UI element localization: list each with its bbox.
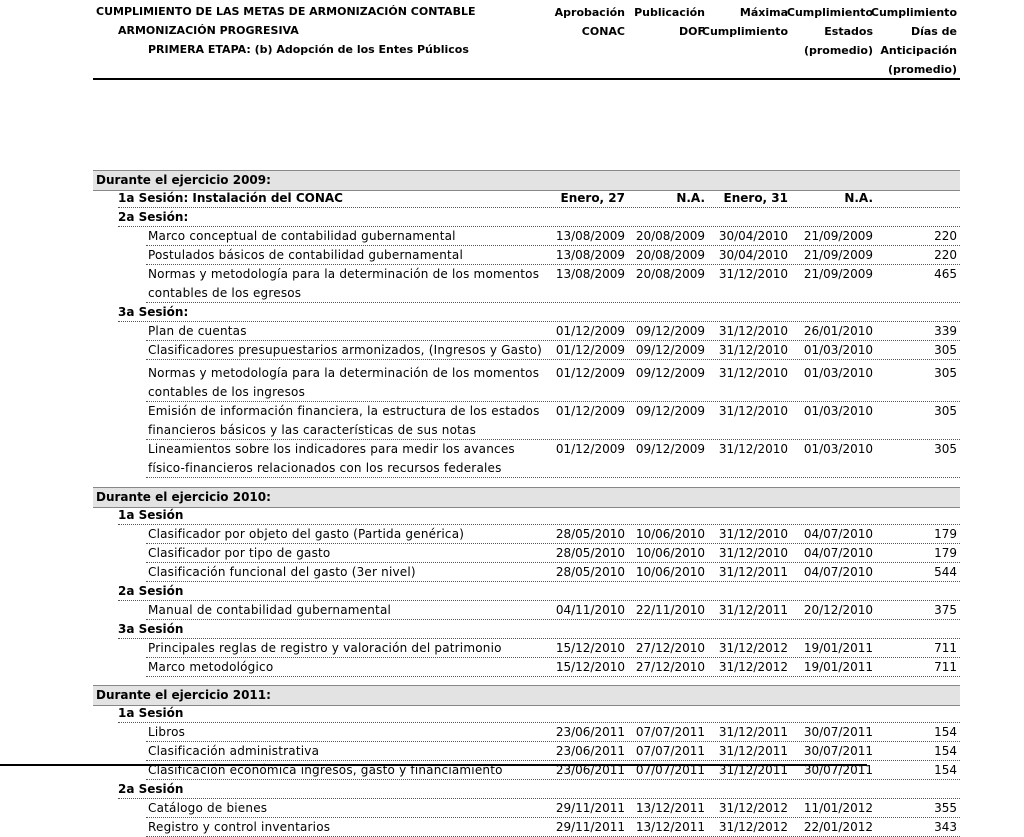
publication-date-cell: 13/12/2011: [635, 820, 705, 834]
section-row: [93, 487, 960, 508]
days-ahead-cell: 305: [934, 366, 957, 380]
approval-date-cell: 01/12/2009: [555, 442, 625, 456]
publication-date-cell: 20/08/2009: [635, 229, 705, 243]
table-row: [93, 525, 960, 544]
state-compliance-cell: 26/01/2010: [803, 324, 873, 338]
state-compliance-cell: 19/01/2011: [803, 660, 873, 674]
approval-date-cell: 01/12/2009: [555, 366, 625, 380]
days-ahead-cell: 305: [934, 343, 957, 357]
item-label: Libros: [148, 725, 186, 739]
session-row: [93, 303, 960, 322]
table-row: [93, 341, 960, 360]
publication-date-cell: 10/06/2010: [635, 565, 705, 579]
publication-date-cell: 10/06/2010: [635, 527, 705, 541]
approval-date-cell: 23/06/2011: [555, 725, 625, 739]
days-ahead-cell: 339: [934, 324, 957, 338]
col-header-state-compliance: [787, 3, 873, 60]
session-row: [93, 208, 960, 227]
approval-date-cell: 01/12/2009: [555, 324, 625, 338]
table-title: CUMPLIMIENTO DE LAS METAS DE ARMONIZACIÓN CONTABLE: [96, 5, 476, 18]
session-label: 1a Sesión: [118, 508, 184, 522]
max-compliance-cell: 31/12/2010: [718, 404, 788, 418]
session-row: [93, 189, 960, 208]
approval-date-cell: 29/11/2011: [555, 801, 625, 815]
publication-date-cell: 27/12/2010: [635, 660, 705, 674]
item-label: Postulados básicos de contabilidad gubernamental: [148, 248, 464, 262]
approval-date-cell: 15/12/2010: [555, 641, 625, 655]
table-row: [93, 799, 960, 818]
publication-date-cell: 10/06/2010: [635, 546, 705, 560]
publication-date-cell: 07/07/2011: [635, 763, 705, 777]
table-row: [93, 723, 960, 742]
session-row: [93, 582, 960, 601]
approval-date-cell: 28/05/2010: [555, 546, 625, 560]
item-label: Clasificador por objeto del gasto (Partida genérica): [148, 527, 465, 541]
state-compliance-cell: 20/12/2010: [803, 603, 873, 617]
publication-date-cell: 20/08/2009: [635, 248, 705, 262]
publication-date-cell: 20/08/2009: [635, 267, 705, 281]
approval-date-cell: 13/08/2009: [555, 248, 625, 262]
approval-date-cell: 13/08/2009: [555, 267, 625, 281]
days-ahead-cell: 220: [934, 248, 957, 262]
days-ahead-cell: 711: [934, 641, 957, 655]
item-label: Clasificador por tipo de gasto: [148, 546, 331, 560]
days-ahead-cell: 355: [934, 801, 957, 815]
approval-date-cell: 01/12/2009: [555, 404, 625, 418]
days-ahead-cell: 343: [934, 820, 957, 834]
state-compliance-cell: N.A.: [844, 191, 873, 205]
bottom-rule: [0, 764, 867, 766]
state-compliance-cell: 19/01/2011: [803, 641, 873, 655]
item-label: Catálogo de bienes: [148, 801, 268, 815]
state-compliance-cell: 30/07/2011: [803, 744, 873, 758]
max-compliance-cell: 31/12/2010: [718, 267, 788, 281]
session-label: 2a Sesión:: [118, 210, 189, 224]
col-header-line: Publicación: [634, 6, 705, 19]
days-ahead-cell: 375: [934, 603, 957, 617]
table-row: [93, 563, 960, 582]
days-ahead-cell: 179: [934, 546, 957, 560]
max-compliance-cell: 30/04/2010: [718, 248, 788, 262]
item-label: Clasificación administrativa: [148, 744, 320, 758]
state-compliance-cell: 04/07/2010: [803, 546, 873, 560]
publication-date-cell: N.A.: [676, 191, 705, 205]
state-compliance-cell: 04/07/2010: [803, 527, 873, 541]
publication-date-cell: 09/12/2009: [635, 366, 705, 380]
days-ahead-cell: 154: [934, 725, 957, 739]
days-ahead-cell: 305: [934, 404, 957, 418]
state-compliance-cell: 04/07/2010: [803, 565, 873, 579]
col-header-line: Cumplimiento: [701, 25, 788, 38]
state-compliance-cell: 30/07/2011: [803, 763, 873, 777]
days-ahead-cell: 154: [934, 763, 957, 777]
approval-date-cell: Enero, 27: [560, 191, 625, 205]
publication-date-cell: 07/07/2011: [635, 725, 705, 739]
publication-date-cell: 07/07/2011: [635, 744, 705, 758]
col-header-line: Anticipación: [880, 44, 957, 57]
max-compliance-cell: Enero, 31: [723, 191, 788, 205]
table-row: [93, 322, 960, 341]
col-header-line: Estados: [824, 25, 873, 38]
col-header-days-ahead: [871, 3, 957, 79]
table-row: [93, 402, 960, 440]
table-row: [93, 246, 960, 265]
max-compliance-cell: 31/12/2011: [718, 603, 788, 617]
approval-date-cell: 15/12/2010: [555, 660, 625, 674]
state-compliance-cell: 11/01/2012: [803, 801, 873, 815]
session-label: 1a Sesión: [118, 706, 184, 720]
approval-date-cell: 01/12/2009: [555, 343, 625, 357]
col-header-line: CONAC: [581, 25, 625, 38]
max-compliance-cell: 31/12/2011: [718, 763, 788, 777]
days-ahead-cell: 179: [934, 527, 957, 541]
item-label: Emisión de información financiera, la estructura de los estados financieros básicos y las características de sus notas: [148, 404, 540, 437]
max-compliance-cell: 31/12/2010: [718, 442, 788, 456]
goals-table: [93, 0, 960, 834]
item-label: Plan de cuentas: [148, 324, 247, 338]
max-compliance-cell: 31/12/2011: [718, 744, 788, 758]
table-row: [93, 265, 960, 303]
session-label: 3a Sesión: [118, 622, 184, 636]
item-label: Clasificación funcional del gasto (3er nivel): [148, 565, 416, 579]
session-row: [93, 620, 960, 639]
publication-date-cell: 09/12/2009: [635, 343, 705, 357]
item-label: Marco metodológico: [148, 660, 274, 674]
section-row: [93, 170, 960, 191]
col-header-publication: [634, 3, 705, 41]
table-row: [93, 658, 960, 677]
col-header-line: Días de: [910, 25, 957, 38]
session-row: [93, 704, 960, 723]
max-compliance-cell: 30/04/2010: [718, 229, 788, 243]
days-ahead-cell: 305: [934, 442, 957, 456]
days-ahead-cell: 154: [934, 744, 957, 758]
max-compliance-cell: 31/12/2010: [718, 343, 788, 357]
item-label: Principales reglas de registro y valoración del patrimonio: [148, 641, 502, 655]
publication-date-cell: 09/12/2009: [635, 324, 705, 338]
item-label: Registro y control inventarios: [148, 820, 331, 834]
item-label: Clasificadores presupuestarios armonizados, (Ingresos y Gasto): [148, 343, 543, 357]
days-ahead-cell: 465: [934, 267, 957, 281]
max-compliance-cell: 31/12/2010: [718, 527, 788, 541]
table-row: [93, 601, 960, 620]
session-label: 2a Sesión: [118, 584, 184, 598]
session-row: [93, 780, 960, 799]
col-header-line: (promedio): [803, 44, 873, 57]
col-header-approval: [555, 3, 625, 41]
section-row: [93, 685, 960, 706]
approval-date-cell: 04/11/2010: [555, 603, 625, 617]
state-compliance-cell: 30/07/2011: [803, 725, 873, 739]
max-compliance-cell: 31/12/2010: [718, 324, 788, 338]
max-compliance-cell: 31/12/2012: [718, 641, 788, 655]
table-row: [93, 544, 960, 563]
section-label: Durante el ejercicio 2009:: [96, 173, 271, 187]
table-subtitle: ARMONIZACIÓN PROGRESIVA: [118, 24, 299, 37]
approval-date-cell: 28/05/2010: [555, 565, 625, 579]
state-compliance-cell: 01/03/2010: [803, 442, 873, 456]
section-label: Durante el ejercicio 2011:: [96, 688, 271, 702]
col-header-line: Cumplimiento: [870, 6, 957, 19]
publication-date-cell: 27/12/2010: [635, 641, 705, 655]
max-compliance-cell: 31/12/2011: [718, 725, 788, 739]
table-row: [93, 227, 960, 246]
item-label: Normas y metodología para la determinación de los momentos contables de los egresos: [148, 267, 540, 300]
approval-date-cell: 13/08/2009: [555, 229, 625, 243]
session-label: 1a Sesión: Instalación del CONAC: [118, 191, 343, 205]
publication-date-cell: 22/11/2010: [635, 603, 705, 617]
max-compliance-cell: 31/12/2012: [718, 660, 788, 674]
max-compliance-cell: 31/12/2012: [718, 801, 788, 815]
publication-date-cell: 09/12/2009: [635, 404, 705, 418]
state-compliance-cell: 21/09/2009: [803, 248, 873, 262]
table-stage: PRIMERA ETAPA: (b) Adopción de los Entes Públicos: [148, 43, 469, 56]
col-header-line: Cumplimiento: [786, 6, 873, 19]
approval-date-cell: 29/11/2011: [555, 820, 625, 834]
col-header-line: (promedio): [887, 63, 957, 76]
publication-date-cell: 09/12/2009: [635, 442, 705, 456]
session-label: 3a Sesión:: [118, 305, 189, 319]
table-row: [93, 742, 960, 761]
state-compliance-cell: 01/03/2010: [803, 343, 873, 357]
approval-date-cell: 23/06/2011: [555, 744, 625, 758]
state-compliance-cell: 01/03/2010: [803, 404, 873, 418]
max-compliance-cell: 31/12/2012: [718, 820, 788, 834]
state-compliance-cell: 21/09/2009: [803, 229, 873, 243]
table-row: [93, 639, 960, 658]
days-ahead-cell: 544: [934, 565, 957, 579]
table-header: [93, 0, 960, 80]
col-header-max-compliance: [702, 3, 788, 41]
item-label: Lineamientos sobre los indicadores para medir los avances físico-financieros relacionados con los recursos federales: [148, 442, 515, 475]
col-header-line: Aprobación: [554, 6, 625, 19]
max-compliance-cell: 31/12/2011: [718, 565, 788, 579]
approval-date-cell: 23/06/2011: [555, 763, 625, 777]
session-label: 2a Sesión: [118, 782, 184, 796]
item-label: Marco conceptual de contabilidad gubernamental: [148, 229, 456, 243]
item-label: Normas y metodología para la determinación de los momentos contables de los ingresos: [148, 366, 540, 399]
col-header-line: DOF: [679, 25, 705, 38]
days-ahead-cell: 711: [934, 660, 957, 674]
session-row: [93, 506, 960, 525]
table-row: [93, 440, 960, 478]
publication-date-cell: 13/12/2011: [635, 801, 705, 815]
days-ahead-cell: 220: [934, 229, 957, 243]
max-compliance-cell: 31/12/2010: [718, 366, 788, 380]
section-label: Durante el ejercicio 2010:: [96, 490, 271, 504]
state-compliance-cell: 21/09/2009: [803, 267, 873, 281]
state-compliance-cell: 01/03/2010: [803, 366, 873, 380]
approval-date-cell: 28/05/2010: [555, 527, 625, 541]
table-row: [93, 364, 960, 402]
state-compliance-cell: 22/01/2012: [803, 820, 873, 834]
max-compliance-cell: 31/12/2010: [718, 546, 788, 560]
col-header-line: Máxima: [739, 6, 788, 19]
table-row: [93, 818, 960, 837]
item-label: Manual de contabilidad gubernamental: [148, 603, 392, 617]
item-label: Clasificación económica ingresos, gasto y financiamiento: [148, 763, 503, 777]
